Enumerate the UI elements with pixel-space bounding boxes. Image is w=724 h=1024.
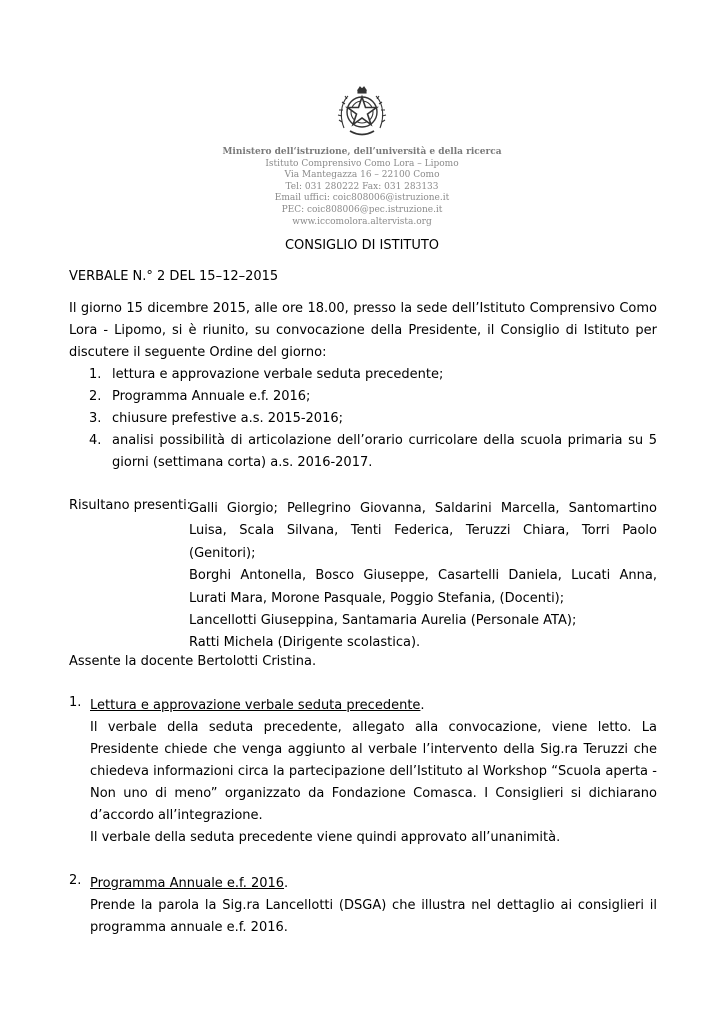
school-address: Via Mantegazza 16 – 22100 Como	[284, 170, 440, 181]
school-website: www.iccomolora.altervista.org	[292, 216, 432, 227]
agenda-list	[69, 364, 657, 474]
agenda-item	[69, 430, 657, 474]
section-title-suffix: .	[284, 876, 289, 891]
agenda-item-text: Programma Annuale e.f. 2016;	[112, 389, 311, 404]
section-paragraph: Il verbale della seduta precedente, allegato alla convocazione, viene letto. La Presidente chiede che venga aggiunto al verbale l’intervento della Sig.ra Teruzzi che chiedeva informazioni circa la partecipazione dell’Istituto al Workshop “Scuola aperta - Non uno di meno” organizzato da Fondazione Comasca. I Consiglieri si dichiarano d’accordo all’integrazione.	[90, 720, 657, 823]
section-paragraph: Prende la parola la Sig.ra Lancellotti (DSGA) che illustra nel dettaglio ai consiglieri il programma annuale e.f. 2016.	[90, 898, 657, 935]
section-title: Programma Annuale e.f. 2016	[90, 876, 285, 891]
school-name: Istituto Comprensivo Como Lora – Lipomo	[265, 158, 459, 169]
school-phone: Tel: 031 280222 Fax: 031 283133	[285, 181, 439, 192]
document-title: CONSIGLIO DI ISTITUTO	[284, 238, 440, 253]
section-title: Lettura e approvazione verbale seduta precedente	[90, 698, 421, 713]
agenda-item-number: 4.	[89, 433, 102, 448]
agenda-item-text: analisi possibilità di articolazione dell’orario curricolare della scuola primaria su 5 giorni (settimana corta) a.s. 2016-2017.	[112, 433, 657, 470]
section-body	[90, 873, 657, 939]
section-2	[69, 873, 657, 939]
present-genitori: Galli Giorgio; Pellegrino Giovanna, Saldarini Marcella, Santomartino Luisa, Scala Silvana, Tenti Federica, Teruzzi Chiara, Torri Paolo (Genitori);	[189, 501, 657, 561]
verbale-number: VERBALE N.° 2 DEL 15–12–2015	[69, 269, 279, 284]
section-number: 2.	[69, 873, 82, 888]
present-label: Risultano presenti:	[69, 498, 192, 513]
letterhead	[0, 147, 724, 228]
school-pec: PEC: coic808006@pec.istruzione.it	[281, 204, 443, 215]
agenda-item-number: 3.	[89, 411, 102, 426]
section-title-suffix: .	[420, 698, 425, 713]
section-number: 1.	[69, 695, 82, 710]
present-docenti: Borghi Antonella, Bosco Giuseppe, Casartelli Daniela, Lucati Anna, Lurati Mara, Morone Pasquale, Poggio Stefania, (Docenti);	[189, 568, 657, 606]
ministry-name: Ministero dell‘istruzione, dell’università e della ricerca	[222, 147, 502, 157]
agenda-item	[69, 386, 657, 408]
agenda-item-number: 2.	[89, 389, 102, 404]
present-list	[189, 498, 657, 655]
present-dirigente: Ratti Michela (Dirigente scolastica).	[189, 635, 421, 651]
italian-republic-emblem-icon	[334, 84, 390, 140]
school-email: Email uffici: coic808006@istruzione.it	[274, 193, 450, 204]
agenda-item-text: lettura e approvazione verbale seduta precedente;	[112, 367, 444, 382]
agenda-item	[69, 364, 657, 386]
section-1	[69, 695, 657, 849]
intro-paragraph: Il giorno 15 dicembre 2015, alle ore 18.00, presso la sede dell’Istituto Comprensivo Como Lora - Lipomo, si è riunito, su convocazione della Presidente, il Consiglio di Istituto per discutere il seguente Ordine del giorno:	[69, 301, 657, 360]
present-ata: Lancellotti Giuseppina, Santamaria Aurelia (Personale ATA);	[189, 613, 577, 629]
section-body	[90, 695, 657, 849]
absent-note: Assente la docente Bertolotti Cristina.	[69, 654, 317, 669]
section-paragraph: Il verbale della seduta precedente viene quindi approvato all’unanimità.	[90, 830, 561, 845]
agenda-item-number: 1.	[89, 367, 102, 382]
agenda-item-text: chiusure prefestive a.s. 2015-2016;	[112, 411, 344, 426]
agenda-item	[69, 408, 657, 430]
